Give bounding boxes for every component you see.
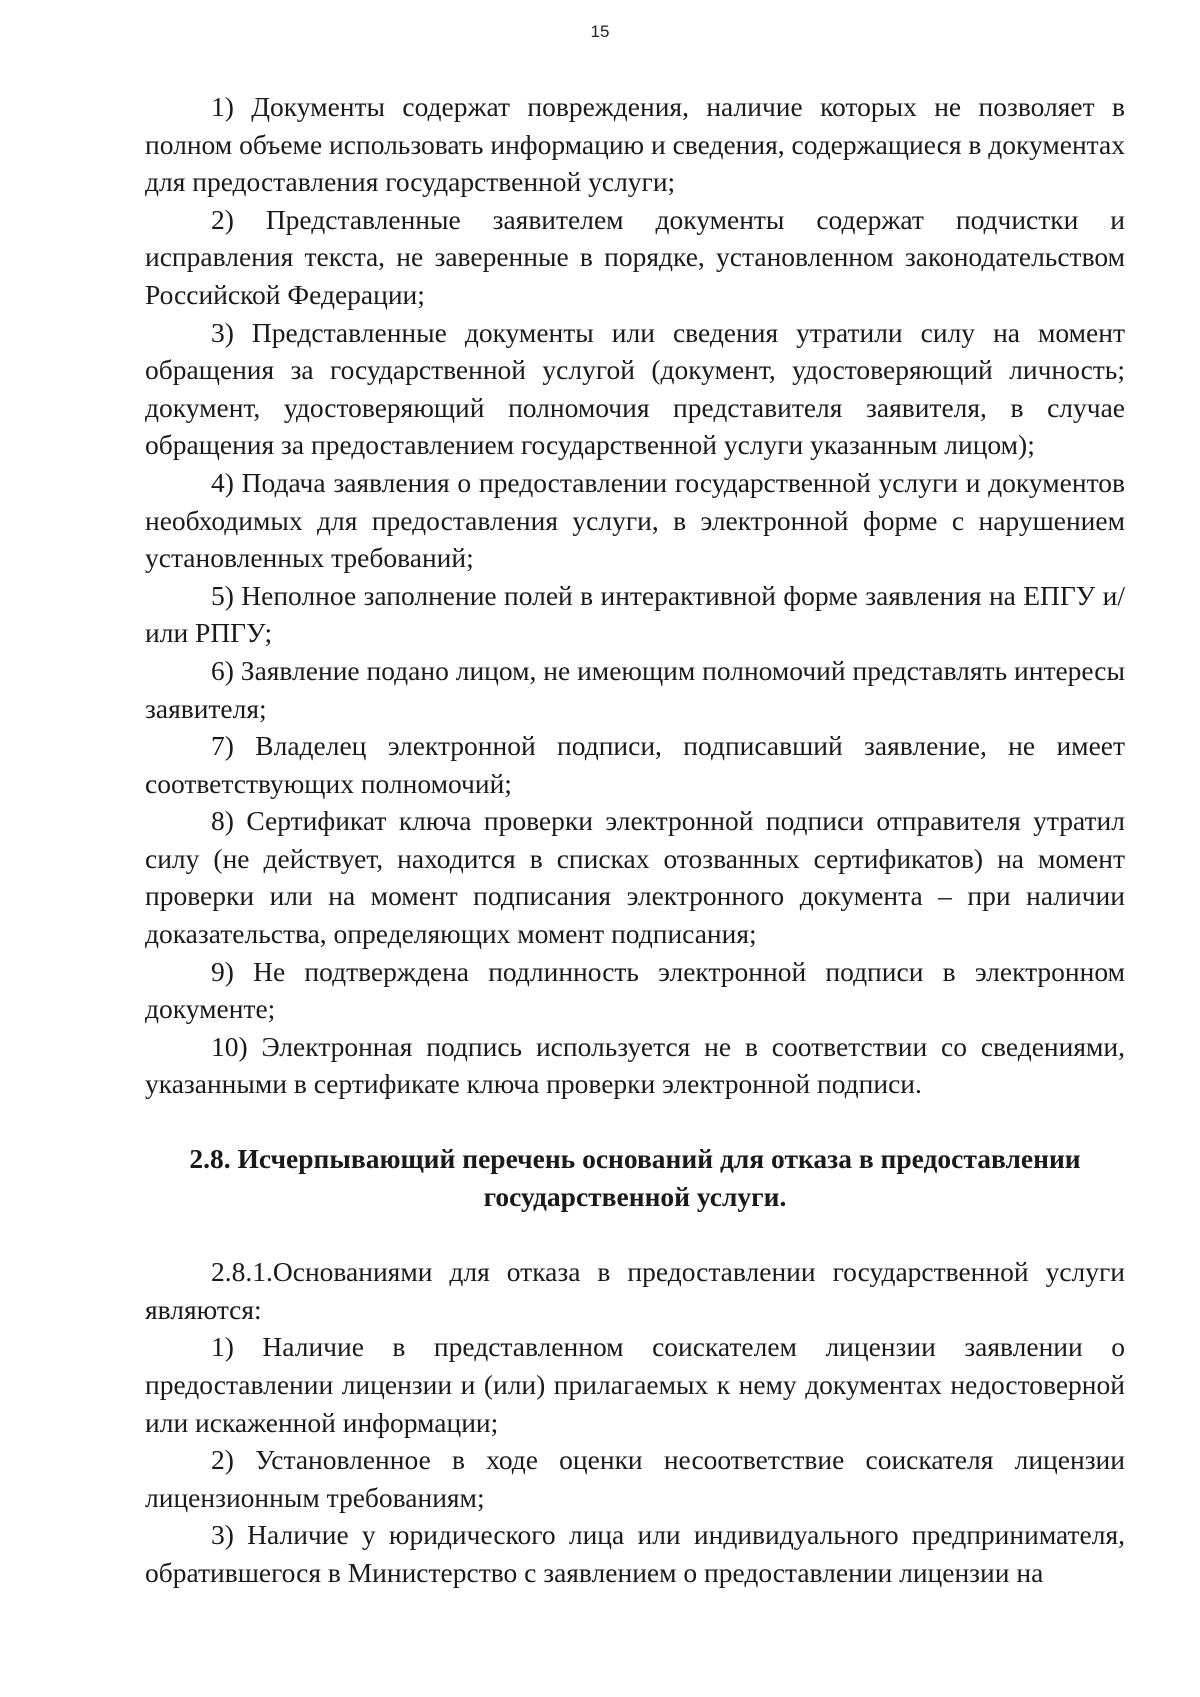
list-item: 5) Неполное заполнение полей в интерактивной форме заявления на ЕПГУ и/или РПГУ; — [145, 579, 1125, 649]
section-heading-line: 2.8. Исчерпывающий перечень оснований для отказа в предоставлении — [189, 1143, 1081, 1175]
list-item: 1) Документы содержат повреждения, наличие которых не позволяет в полном объеме использовать информацию и сведения, содержащиеся в документах для предоставления государственной услуги; — [145, 91, 1125, 198]
list-item: 6) Заявление подано лицом, не имеющим полномочий представлять интересы заявителя; — [145, 654, 1125, 724]
section-heading-line: государственной услуги. — [483, 1180, 787, 1212]
list-item: 2) Установленное в ходе оценки несоответствие соискателя лицензии лицензионным требованиям; — [145, 1444, 1125, 1513]
document-body — [145, 88, 1125, 1592]
list-item: 3) Наличие у юридического лица или индивидуального предпринимателя, обратившегося в Министерство с заявлением о предоставлении лицензии на — [145, 1519, 1125, 1588]
list-item: 2) Представленные заявителем документы содержат подчистки и исправления текста, не заверенные в порядке, установленном законодательством Российской Федерации; — [145, 203, 1125, 310]
section-intro: 2.8.1.Основаниями для отказа в предоставлении государственной услуги являются: — [145, 1256, 1125, 1325]
list-item: 3) Представленные документы или сведения утратили силу на момент обращения за государственной услугой (документ, удостоверяющий личность; документ, удостоверяющий полномочия представителя заявителя, в случае обращения за предоставлением государственной услуги указанным лицом); — [145, 316, 1125, 461]
list-item: 9) Не подтверждена подлинность электронной подписи в электронном документе; — [145, 955, 1125, 1025]
list-item: 10) Электронная подпись используется не в соответствии со сведениями, указанными в сертификате ключа проверки электронной подписи. — [145, 1030, 1125, 1100]
list-item: 4) Подача заявления о предоставлении государственной услуги и документов необходимых для предоставления услуги, в электронной форме с нарушением установленных требований; — [145, 466, 1125, 574]
list-item: 8) Сертификат ключа проверки электронной подписи отправителя утратил силу (не действует, находится в списках отозванных сертификатов) на момент проверки или на момент подписания электронного документа – при наличии доказательства, определяющих момент подписания; — [145, 805, 1125, 950]
page-number: 15 — [590, 22, 610, 41]
list-item: 7) Владелец электронной подписи, подписавший заявление, не имеет соответствующих полномочий; — [145, 730, 1125, 799]
list-item: 1) Наличие в представленном соискателем лицензии заявлении о предоставлении лицензии и (или) прилагаемых к нему документах недостоверной или искаженной информации; — [145, 1331, 1125, 1438]
section-heading — [145, 1140, 1125, 1215]
